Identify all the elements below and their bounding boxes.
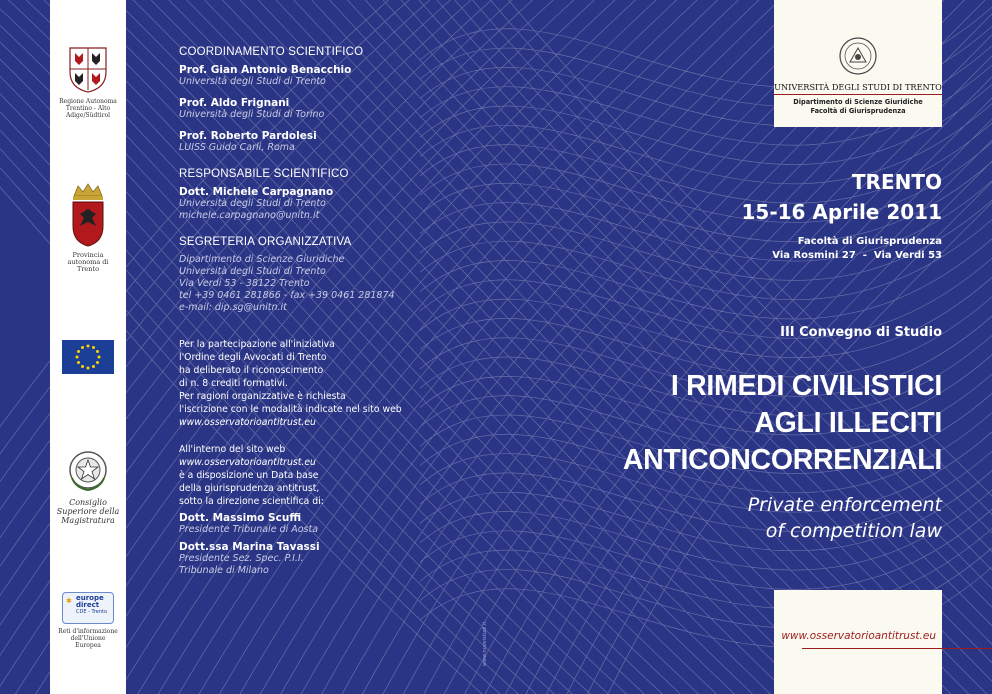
director-role: Tribunale di Milano (179, 565, 269, 576)
logo-caption: Reti d'informazione dell'Unione Europea (58, 628, 118, 649)
director-role: Presidente Tribunale di Aosta (179, 524, 319, 535)
logo-caption: Provincia autonoma di Trento (67, 251, 109, 273)
credits-line: ha deliberato il riconoscimento (179, 365, 324, 376)
section-title-coordination: COORDINAMENTO SCIENTIFICO (179, 46, 364, 58)
title-line: ANTICONCORRENZIALI (622, 444, 942, 476)
person-affiliation: Università degli Studi di Trento (179, 76, 326, 87)
person-name: Prof. Roberto Pardolesi (179, 130, 317, 142)
director (179, 541, 469, 577)
coat-of-arms-icon (66, 44, 110, 94)
logo-eu (50, 340, 126, 378)
database-line: sotto la direzione scientifica di: (179, 496, 324, 507)
eu-star (76, 356, 79, 359)
logo-csm (50, 448, 126, 525)
eu-star (98, 356, 101, 359)
credits-url[interactable]: www.osservatorioantitrust.eu (179, 417, 316, 428)
director-name: Dott. Massimo Scuffi (179, 512, 302, 524)
subtitle-line: Private enforcement (747, 494, 942, 516)
section-title-responsible: RESPONSABILE SCIENTIFICO (179, 168, 349, 180)
person (179, 97, 469, 121)
europe-direct-text (76, 595, 107, 616)
subtitle-line: of competition law (765, 520, 942, 542)
credits-line: l'Ordine degli Avvocati di Trento (179, 352, 327, 363)
eu-star (81, 346, 84, 349)
person-affiliation: Università degli Studi di Torino (179, 109, 325, 120)
person-affiliation: LUISS Guido Carli, Roma (179, 142, 295, 153)
eu-star (92, 365, 95, 368)
section-title-secretariat: SEGRETERIA ORGANIZZATIVA (179, 236, 352, 248)
event-city: TRENTO (851, 170, 942, 194)
person (179, 64, 469, 88)
convegno-label: III Convegno di Studio (780, 325, 942, 340)
vertical-credit: www.nuovistudi.it (482, 621, 488, 666)
eu-star (87, 345, 90, 348)
database-line: è a disposizione un Data base (179, 470, 319, 481)
secretariat-line: Università degli Studi di Trento (179, 266, 326, 277)
title-line: AGLI ILLECITI (754, 407, 942, 439)
logo-caption: Consiglio Superiore della Magistratura (56, 498, 120, 525)
eu-stars-mini-icon: ✱ (66, 597, 72, 605)
logo-caption: Regione Autonoma Trentino - Alto Adige/Südtirol (59, 98, 117, 119)
university-name: UNIVERSITÀ DEGLI STUDI DI TRENTO (774, 82, 942, 95)
europe-direct-icon (62, 592, 114, 624)
eu-flag-icon (62, 340, 114, 374)
faculty-name: Facoltà di Giurisprudenza (810, 107, 906, 115)
title-line: I RIMEDI CIVILISTICI (670, 370, 942, 402)
logo-europe-direct (50, 592, 126, 649)
secretariat-line: Via Verdi 53 - 38122 Trento (179, 278, 310, 289)
credits-line: l'iscrizione con le modalità indicate nel sito web (179, 404, 402, 415)
event-subtitle (748, 492, 942, 544)
person-name: Prof. Aldo Frignani (179, 97, 290, 109)
director-name: Dott.ssa Marina Tavassi (179, 541, 320, 553)
eu-star (92, 346, 95, 349)
eu-star (96, 350, 99, 353)
database-line: della giurisprudenza antitrust, (179, 483, 320, 494)
logo-provincia (50, 182, 126, 273)
event-venue: Facoltà di Giurisprudenza (797, 236, 942, 247)
committee-column (179, 46, 469, 577)
person-name: Dott. Michele Carpagnano (179, 186, 334, 198)
eu-star (87, 367, 90, 370)
event-title (623, 368, 942, 479)
event-dates: 15-16 Aprile 2011 (741, 200, 942, 224)
crowned-eagle-shield-icon (68, 182, 108, 248)
credits-line: Per ragioni organizzative è richiesta (179, 391, 346, 402)
university-box (774, 0, 942, 127)
badge-line: europe (76, 594, 104, 602)
department-name: Dipartimento di Scienze Giuridiche (793, 98, 923, 106)
person (179, 130, 469, 154)
badge-line: CDE - Trento (76, 609, 108, 615)
eu-star (77, 350, 80, 353)
footer-url-underline (802, 648, 992, 649)
secretariat-line: e-mail: dip.sg@unitn.it (179, 302, 287, 313)
secretariat-details (179, 254, 469, 314)
person-affiliation: Università degli Studi di Trento (179, 198, 326, 209)
footer-url[interactable]: www.osservatorioantitrust.eu (781, 630, 936, 642)
credits-line: di n. 8 crediti formativi. (179, 378, 288, 389)
credits-line: Per la partecipazione all'iniziativa (179, 339, 335, 350)
person-email: michele.carpagnano@unitn.it (179, 210, 320, 221)
eu-star (81, 365, 84, 368)
eu-star (96, 361, 99, 364)
badge-line: direct (76, 601, 100, 609)
credits-paragraph (179, 338, 469, 429)
event-address: Via Rosmini 27 - Via Verdi 53 (772, 250, 942, 261)
logo-strip (50, 0, 126, 694)
person-name: Prof. Gian Antonio Benacchio (179, 64, 352, 76)
database-paragraph (179, 443, 469, 508)
person (179, 186, 469, 222)
eu-star (77, 361, 80, 364)
director-role: Presidente Sez. Spec. P.I.I. (179, 553, 304, 564)
database-line: All'interno del sito web (179, 444, 286, 455)
database-url[interactable]: www.osservatorioantitrust.eu (179, 457, 316, 468)
university-seal-icon (838, 36, 878, 76)
logo-regione (50, 44, 126, 119)
secretariat-line: Dipartimento di Scienze Giuridiche (179, 254, 345, 265)
url-box (774, 590, 942, 694)
italian-emblem-icon (66, 448, 110, 492)
secretariat-line: tel +39 0461 281866 - fax +39 0461 281874 (179, 290, 395, 301)
director (179, 512, 469, 536)
